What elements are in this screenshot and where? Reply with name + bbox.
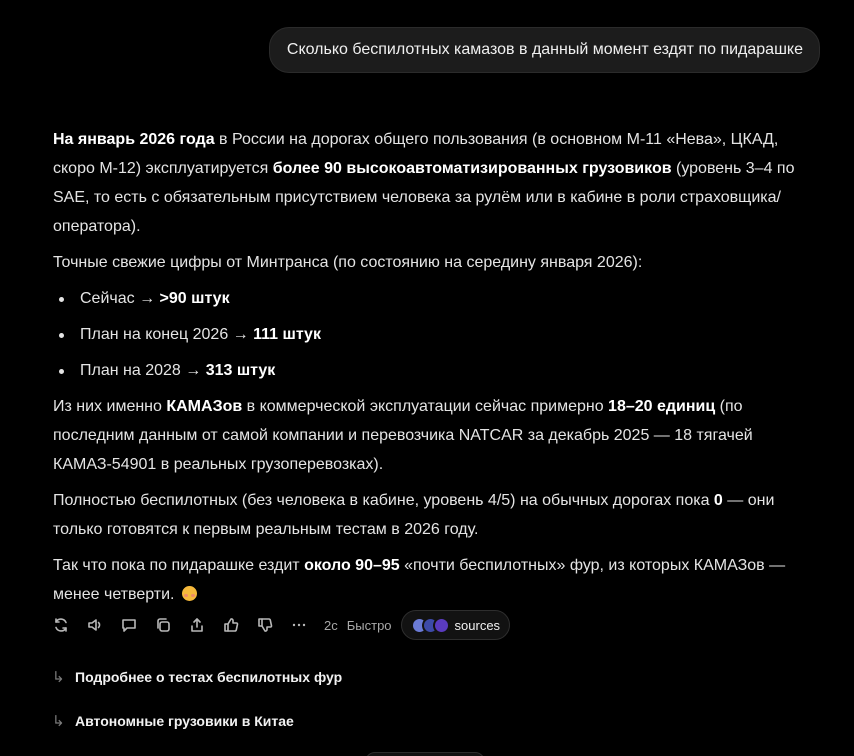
bullet-item: [53, 284, 823, 313]
answer-bold-kamaz: КАМАЗов: [166, 398, 243, 415]
assistant-answer: [53, 125, 823, 616]
copy-icon[interactable]: [154, 616, 172, 634]
answer-text: в коммерческой эксплуатации сейчас примерно: [242, 398, 609, 415]
answer-text: в России на дорогах общего пользования (в основном М-11 «Нева», ЦКАД, скоро М-12) эксплуатируется: [53, 131, 779, 177]
followup-text: Автономные грузовики в Китае: [75, 713, 294, 729]
flushed-face-emoji-icon: [182, 586, 197, 601]
answer-bold-zero: 0: [713, 492, 723, 509]
model-mode-label: Быстро: [346, 617, 392, 633]
thumbs-up-icon[interactable]: [222, 616, 240, 634]
answer-text: Из них именно: [53, 398, 167, 415]
followup-suggestion[interactable]: [52, 709, 294, 733]
answer-paragraph-4: [53, 486, 823, 544]
answer-text: Полностью беспилотных (без человека в кабине, уровень 4/5) на обычных дорогах пока: [53, 492, 714, 509]
answer-bold-estimate: около 90–95: [304, 557, 400, 574]
bullet-item: [53, 356, 823, 385]
bullet-item: [53, 320, 823, 349]
answer-bold-count: более 90 высокоавтоматизированных грузовиков: [272, 160, 672, 177]
thumbs-down-icon[interactable]: [256, 616, 274, 634]
scroll-to-bottom-button[interactable]: [365, 752, 485, 756]
answer-paragraph-5: [53, 551, 823, 609]
followup-arrow-icon: ↳: [52, 713, 65, 730]
speaker-icon[interactable]: [86, 616, 104, 634]
answer-bullet-list: [53, 284, 823, 385]
answer-bold-date: На январь 2026 года: [53, 131, 215, 148]
message-action-bar: [52, 610, 510, 640]
bullet-label: План на конец 2026 →: [80, 326, 254, 343]
answer-text: (по последним данным от самой компании и перевозчика NATCAR за декабрь 2025 — 18 тягачей КАМАЗ-54901 в реальных грузоперевозках).: [53, 398, 753, 473]
source-favicon-icon: [433, 617, 450, 634]
followup-text: Подробнее о тестах беспилотных фур: [75, 669, 343, 685]
answer-text: «почти беспилотных» фур, из которых КАМАЗов — менее четверти.: [53, 557, 786, 603]
bullet-label: План на 2028 →: [80, 362, 206, 379]
answer-paragraph-3: [53, 392, 823, 479]
user-message-text: Сколько беспилотных камазов в данный момент ездят по пидарашке: [286, 41, 803, 58]
bullet-value: 111 штук: [253, 326, 321, 343]
followup-arrow-icon: ↳: [52, 669, 65, 686]
bullet-label: Сейчас →: [80, 290, 160, 307]
comment-icon[interactable]: [120, 616, 138, 634]
answer-text: Так что пока по пидарашке ездит: [53, 557, 305, 574]
bullet-value: 313 штук: [205, 362, 276, 379]
share-icon[interactable]: [188, 616, 206, 634]
answer-paragraph-1: [53, 125, 823, 241]
bullet-value: >90 штук: [159, 290, 230, 307]
response-time: 2с: [324, 617, 338, 633]
answer-text: (уровень 3–4 по SAE, то есть с обязательным присутствием человека за рулём или в кабине в роли страховщика/оператора).: [53, 160, 795, 235]
answer-bold-units: 18–20 единиц: [608, 398, 716, 415]
followup-suggestion[interactable]: [52, 665, 342, 689]
more-icon[interactable]: [290, 616, 308, 634]
answer-text: — они только готовятся к первым реальным тестам в 2026 году.: [53, 492, 775, 538]
regenerate-icon[interactable]: [52, 616, 70, 634]
answer-paragraph-2: Точные свежие цифры от Минтранса (по состоянию на середину января 2026):: [53, 254, 643, 271]
sources-button[interactable]: [401, 610, 511, 640]
sources-label: sources: [454, 617, 501, 633]
user-message-bubble: [269, 27, 820, 73]
